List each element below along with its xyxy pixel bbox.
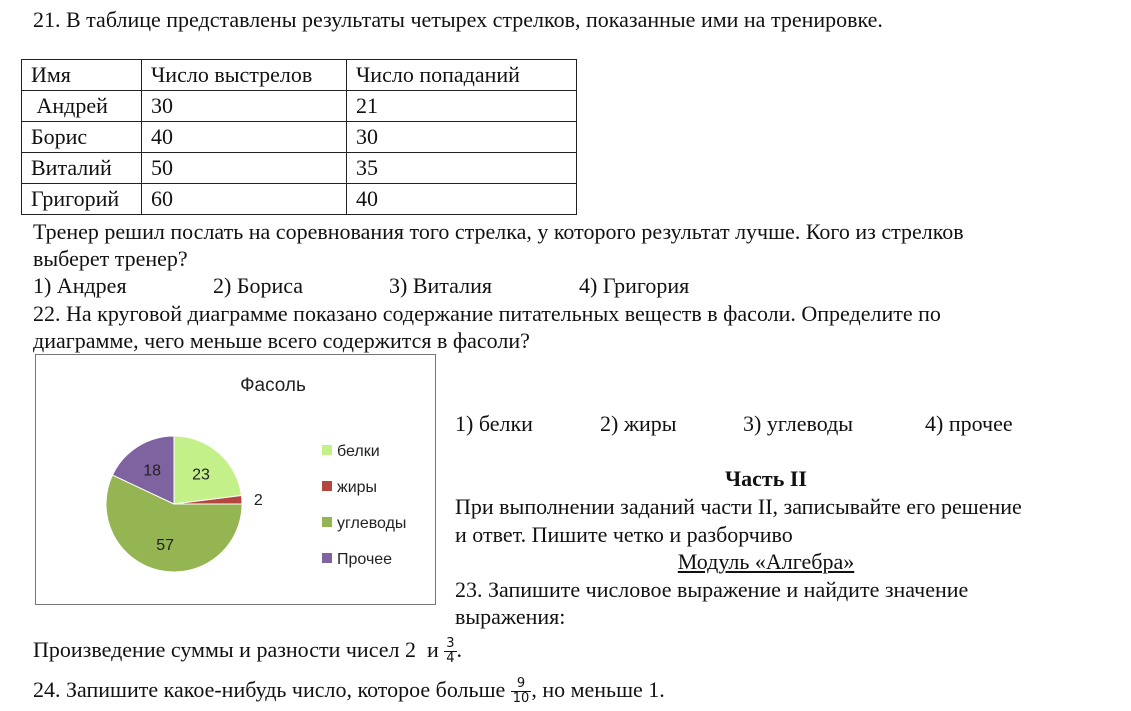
- q24-text-end: , но меньше 1.: [531, 677, 665, 702]
- legend-label: углеводы: [337, 515, 407, 532]
- table-row: [22, 122, 577, 153]
- pie-data-label: 2: [253, 491, 263, 509]
- legend-swatch: [322, 481, 332, 491]
- table-header-cell: Число выстрелов: [142, 60, 347, 91]
- table-cell: 30: [347, 122, 577, 153]
- q21-option-4: 4) Григория: [579, 273, 690, 298]
- table-cell: 50: [142, 153, 347, 184]
- chart-title: Фасоль: [240, 375, 306, 396]
- q22-option-4: 4) прочее: [925, 411, 1013, 436]
- part2-title: Часть II: [725, 466, 807, 491]
- part2-line1: При выполнении заданий части II, записывайте его решение: [455, 494, 1022, 519]
- pie-data-label: 18: [143, 462, 162, 480]
- fraction-denominator: 4: [446, 651, 455, 667]
- table-cell: 21: [347, 91, 577, 122]
- legend-label: жиры: [337, 479, 378, 496]
- legend-swatch: [322, 445, 332, 455]
- table-cell: 60: [142, 184, 347, 215]
- pie-slices: [106, 436, 242, 572]
- chart-legend: [322, 443, 406, 568]
- table-cell: Борис: [22, 122, 142, 153]
- fraction-numerator: 9: [511, 677, 532, 692]
- table-cell: 40: [347, 184, 577, 215]
- table-cell: 30: [142, 91, 347, 122]
- legend-swatch: [322, 553, 332, 563]
- table-cell: 35: [347, 153, 577, 184]
- q21-text: 21. В таблице представлены результаты четырех стрелков, показанные ими на тренировке.: [33, 7, 883, 32]
- q23-line1: 23. Запишите числовое выражение и найдите значение: [455, 577, 969, 602]
- module-title: Модуль «Алгебра»: [677, 549, 855, 574]
- table-header-row: [22, 60, 577, 91]
- table-header-cell: Имя: [22, 60, 142, 91]
- table-cell: Андрей: [22, 91, 142, 122]
- q21-option-2: 2) Бориса: [213, 273, 304, 298]
- pie-data-label: 57: [156, 536, 174, 554]
- q23-line3-text: Произведение суммы и разности чисел 2 и: [33, 637, 445, 662]
- table-cell: Виталий: [22, 153, 142, 184]
- table-row: [22, 153, 577, 184]
- q22-option-1: 1) белки: [455, 411, 533, 436]
- pie-data-label: 23: [192, 466, 210, 484]
- fraction-3-4: [444, 637, 456, 666]
- table-cell: 40: [142, 122, 347, 153]
- q21-question-line2: выберет тренер?: [33, 246, 188, 271]
- table-header-cell: Число попаданий: [347, 60, 577, 91]
- q21-option-3: 3) Виталия: [389, 273, 492, 298]
- q21-question-line1: Тренер решил послать на соревнования того стрелка, у которого результат лучше. Кого из стрелков: [33, 219, 964, 244]
- q22-option-2: 2) жиры: [600, 411, 677, 436]
- q22-option-3: 3) углеводы: [743, 411, 854, 436]
- q24-line: [33, 669, 665, 711]
- legend-swatch: [322, 517, 332, 527]
- legend-label: Прочее: [337, 551, 393, 568]
- q21-option-1: 1) Андрея: [33, 273, 127, 298]
- q24-text: 24. Запишите какое-нибудь число, которое больше: [33, 677, 511, 702]
- pie-chart-svg: [36, 355, 437, 606]
- shooters-table: [21, 59, 577, 215]
- fraction-9-10: [511, 677, 532, 706]
- table-cell: Григорий: [22, 184, 142, 215]
- q22-line2: диаграмме, чего меньше всего содержится в фасоли?: [33, 328, 530, 353]
- fraction-numerator: 3: [446, 636, 455, 652]
- table-row: [22, 184, 577, 215]
- legend-label: белки: [337, 443, 380, 460]
- q23-line3: [33, 629, 462, 671]
- pie-chart: [35, 354, 436, 605]
- part2-line2: и ответ. Пишите четко и разборчиво: [455, 522, 793, 547]
- fraction-denominator: 10: [512, 691, 530, 707]
- q23-line3-end: .: [456, 637, 463, 662]
- q22-line1: 22. На круговой диаграмме показано содержание питательных веществ в фасоли. Определите по: [33, 301, 941, 326]
- q23-line2: выражения:: [455, 604, 566, 629]
- table-row: [22, 91, 577, 122]
